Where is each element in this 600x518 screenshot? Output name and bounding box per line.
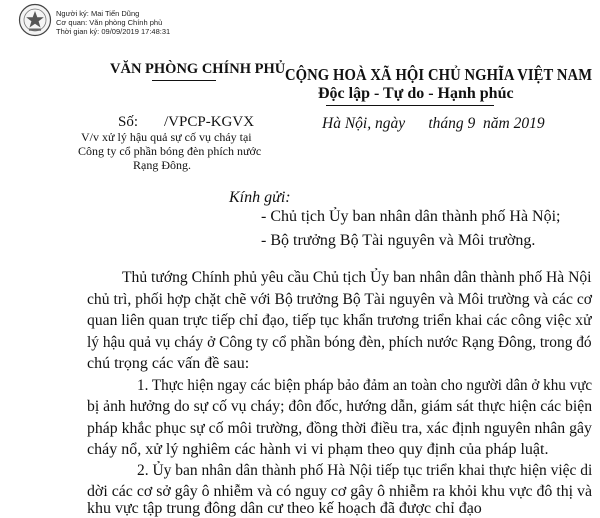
place-and-date: Hà Nội, ngày tháng 9 năm 2019 <box>322 115 545 132</box>
body-line: cháy nổ, xử lý nghiêm các hành vi vi phạm theo quy định của pháp luật. <box>87 441 549 458</box>
document-number <box>118 114 254 131</box>
body-line: chủ trì, phối hợp chặt chẽ với Bộ trưởng Bộ Tài nguyên và Môi trường và các cơ <box>87 291 593 308</box>
motto-underline <box>326 105 494 106</box>
body-line: dời các cơ sở gây ô nhiễm và có nguy cơ gây ô nhiễm ra khỏi khu vực đô thị và <box>87 483 593 500</box>
body-line: chú trọng các vấn đề sau: <box>87 355 250 372</box>
body-line: pháp khắc phục sự cố môi trường, đồng thời điều tra, xác định nguyên nhân gây <box>87 420 592 437</box>
recipient-item: - Chủ tịch Ủy ban nhân dân thành phố Hà Nội; <box>261 208 561 225</box>
national-emblem-icon <box>18 3 52 37</box>
recipients-greeting: Kính gửi: <box>229 189 291 206</box>
body-line: 2. Ủy ban nhân dân thành phố Hà Nội tiếp tục triển khai thực hiện việc di <box>137 462 593 479</box>
signature-time-line: Thời gian ký: 09/09/2019 17:48:31 <box>56 27 171 36</box>
subject-line: V/v xử lý hậu quả sự cố vụ cháy tại <box>81 130 252 144</box>
recipient-item: - Bộ trưởng Bộ Tài nguyên và Môi trường. <box>261 232 536 249</box>
agency-underline <box>152 80 216 81</box>
document-number-code: /VPCP-KGVX <box>164 114 255 130</box>
subject-line: Công ty cổ phần bóng đèn phích nước <box>78 144 262 158</box>
body-line: 1. Thực hiện ngay các biện pháp bảo đảm an toàn cho người dân ở khu vực <box>137 377 593 394</box>
national-motto: Độc lập - Tự do - Hạnh phúc <box>318 85 514 102</box>
national-title: CỘNG HOÀ XÃ HỘI CHỦ NGHĨA VIỆT NAM <box>285 65 593 84</box>
signer-line: Người ký: Mai Tiến Dũng <box>56 9 140 18</box>
body-line: Thủ tướng Chính phủ yêu cầu Chủ tịch Ủy ban nhân dân thành phố Hà Nội <box>122 269 592 286</box>
signer-agency-line: Cơ quan: Văn phòng Chính phủ <box>56 18 163 27</box>
document-number-label: Số: <box>118 114 139 130</box>
subject-line: Rạng Đông. <box>133 158 191 172</box>
body-line: bị ảnh hưởng do sự cố vụ cháy; đôn đốc, hướng dẫn, giám sát thực hiện các biện <box>87 398 593 415</box>
issuing-agency: VĂN PHÒNG CHÍNH PHỦ <box>110 61 286 77</box>
body-line: quan liên quan trực tiếp chỉ đạo, tiếp tục khẩn trương triển khai các công việc xử <box>87 312 592 329</box>
body-line: khu vực tập trung đông dân cư theo kế hoạch đã được chỉ đạo <box>87 500 482 517</box>
body-line: lý hậu quả vụ cháy ở Công ty cổ phần bóng đèn, phích nước Rạng Đông, trong đó <box>87 334 592 351</box>
